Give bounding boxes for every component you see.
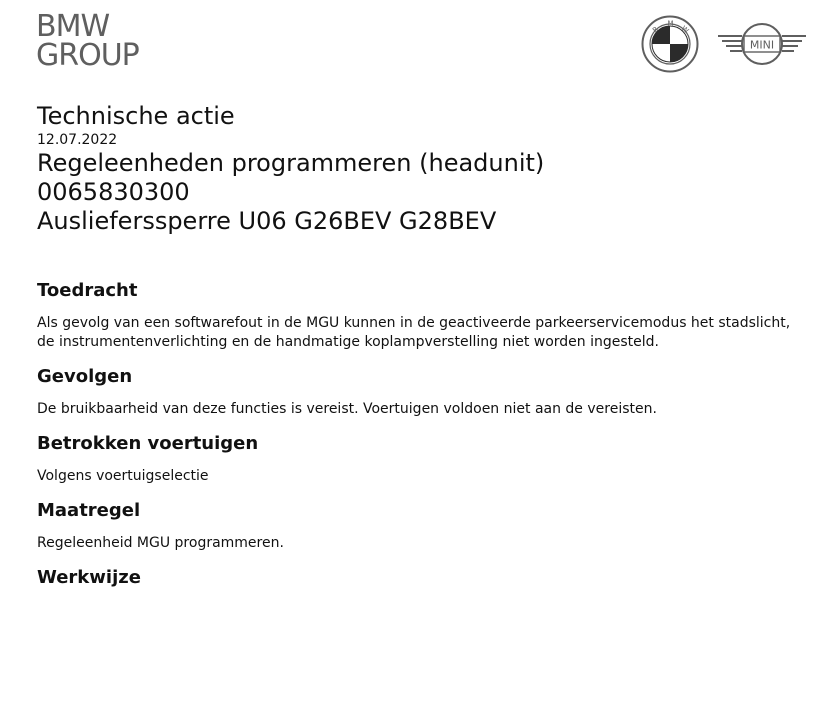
section-text: Regeleenheid MGU programmeren. bbox=[37, 535, 284, 551]
section-werkwijze bbox=[37, 567, 817, 589]
brand-line-2: GROUP bbox=[36, 38, 139, 73]
section-heading: Toedracht bbox=[37, 280, 138, 301]
document-header bbox=[0, 0, 826, 90]
section-betrokken-voertuigen bbox=[37, 433, 817, 486]
section-text: De bruikbaarheid van deze functies is vereist. Voertuigen voldoen niet aan de vereisten. bbox=[37, 401, 657, 417]
section-text: Volgens voertuigselectie bbox=[37, 468, 209, 484]
section-toedracht bbox=[37, 280, 817, 352]
section-heading: Maatregel bbox=[37, 500, 141, 521]
section-maatregel bbox=[37, 500, 817, 553]
section-heading: Betrokken voertuigen bbox=[37, 433, 259, 454]
brand-line-1: BMW bbox=[36, 9, 110, 44]
document-number: 0065830300 bbox=[37, 178, 190, 206]
svg-text:M: M bbox=[667, 19, 674, 28]
svg-text:W: W bbox=[679, 24, 691, 35]
mini-logo-text: MINI bbox=[749, 38, 775, 52]
section-heading: Werkwijze bbox=[37, 567, 141, 588]
section-text: Als gevolg van een softwarefout in de MGU kunnen in de geactiveerde parkeerservicemodus het stadslicht, de instrumentenverlichting en de handmatige koplampverstelling niet worden ingesteld. bbox=[37, 315, 791, 350]
document-title-line-1: Regeleenheden programmeren (headunit) bbox=[37, 149, 545, 177]
section-heading: Gevolgen bbox=[37, 366, 133, 387]
svg-text:B: B bbox=[651, 25, 660, 35]
document-date: 12.07.2022 bbox=[37, 132, 118, 148]
document-kind: Technische actie bbox=[37, 102, 235, 130]
mini-logo-icon bbox=[716, 22, 808, 66]
document-sections bbox=[37, 280, 817, 589]
bmw-group-logo bbox=[36, 9, 139, 73]
document-intro bbox=[37, 101, 797, 236]
document-title-line-3: Auslieferssperre U06 G26BEV G28BEV bbox=[37, 207, 497, 235]
section-gevolgen bbox=[37, 366, 817, 419]
bmw-roundel-icon bbox=[641, 15, 699, 73]
